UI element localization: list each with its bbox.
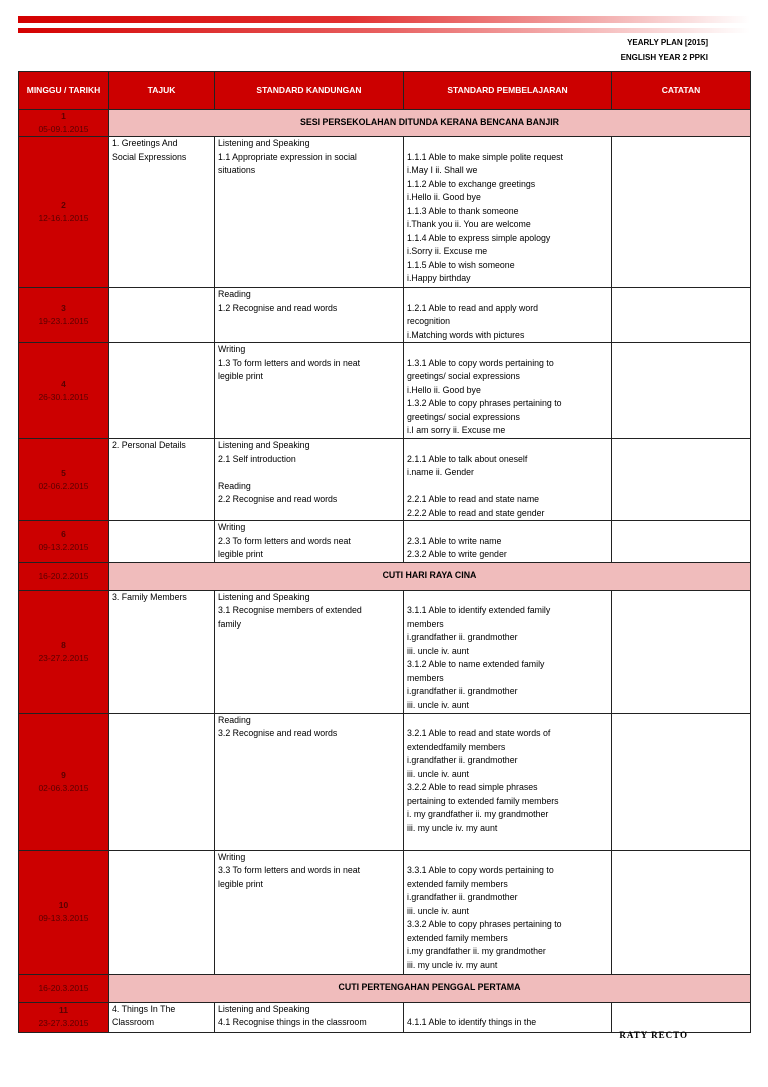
week-date: 23-27.2.2015 — [38, 652, 89, 663]
week-date: 19-23.1.2015 — [38, 316, 89, 326]
holiday-banner: CUTI HARI RAYA CINA — [109, 562, 751, 590]
pembelajaran-line: 2.3.2 Able to write gender — [407, 549, 507, 559]
kandungan-line: 3.3 To form letters and words in neat — [218, 865, 361, 875]
doc-subtitle: ENGLISH YEAR 2 PPKI — [620, 53, 708, 62]
week-date: 26-30.1.2015 — [38, 391, 89, 402]
pembelajaran-cell — [404, 1002, 612, 1032]
kandungan-line: Listening and Speaking — [218, 591, 310, 602]
week-number: 6 — [61, 529, 66, 540]
tajuk-cell — [109, 137, 215, 288]
week-number: 8 — [61, 639, 66, 650]
pembelajaran-line — [407, 288, 608, 302]
pembelajaran-line: 1.3.2 Able to copy phrases pertaining to — [407, 398, 562, 408]
catatan-cell — [612, 137, 751, 288]
pembelajaran-line: 2.2.2 Able to read and state gender — [407, 507, 545, 518]
pembelajaran-line: i.grandfather ii. grandmother — [407, 632, 518, 642]
pembelajaran-line: i.I am sorry ii. Excuse me — [407, 425, 506, 435]
pembelajaran-line — [407, 521, 608, 535]
week-number: 3 — [61, 303, 66, 313]
week-date: 09-13.2.2015 — [38, 542, 89, 553]
pembelajaran-cell — [404, 850, 612, 974]
table-row — [19, 137, 751, 288]
pembelajaran-line: iii. my uncle iv. my aunt — [407, 959, 498, 970]
holiday-banner: SESI PERSEKOLAHAN DITUNDA KERANA BENCANA BANJIR — [109, 110, 751, 137]
week-date: 12-16.1.2015 — [38, 213, 89, 223]
week-cell — [19, 713, 109, 850]
pembelajaran-line: pertaining to extended family members — [407, 795, 559, 806]
pembelajaran-line: iii. uncle iv. aunt — [407, 768, 469, 779]
week-cell — [19, 343, 109, 439]
pembelajaran-line: i.Happy birthday — [407, 273, 471, 283]
kandungan-line: Listening and Speaking — [218, 440, 310, 450]
pembelajaran-line: i.my grandfather ii. my grandmother — [407, 946, 546, 956]
week-date: 02-06.3.2015 — [38, 782, 89, 793]
table-row — [19, 974, 751, 1002]
week-cell — [19, 521, 109, 563]
kandungan-line: Writing — [218, 851, 246, 862]
kandungan-line: situations — [218, 165, 256, 175]
tajuk-cell — [109, 713, 215, 850]
pembelajaran-line: extendedfamily members — [407, 741, 506, 752]
pembelajaran-cell — [404, 713, 612, 850]
week-date: 02-06.2.2015 — [38, 480, 89, 491]
kandungan-line: 2.2 Recognise and read words — [218, 494, 338, 504]
table-row — [19, 562, 751, 590]
holiday-banner: CUTI PERTENGAHAN PENGGAL PERTAMA — [109, 974, 751, 1002]
pembelajaran-line: 1.1.5 Able to wish someone — [407, 259, 515, 270]
pembelajaran-line: iii. uncle iv. aunt — [407, 699, 469, 710]
pembelajaran-line: 2.1.1 Able to talk about oneself — [407, 453, 528, 464]
pembelajaran-line: 3.3.2 Able to copy phrases pertaining to — [407, 919, 562, 929]
kandungan-line: 3.2 Recognise and read words — [218, 728, 338, 738]
pembelajaran-line: 2.2.1 Able to read and state name — [407, 494, 540, 504]
tajuk-line: 2. Personal Details — [112, 440, 186, 450]
doc-title: YEARLY PLAN [2015] — [627, 38, 708, 47]
table-row — [19, 343, 751, 439]
pembelajaran-line: 3.2.2 Able to read simple phrases — [407, 782, 538, 792]
kandungan-line: 3.1 Recognise members of extended — [218, 605, 362, 615]
pembelajaran-line — [407, 343, 608, 357]
table-row — [19, 850, 751, 974]
pembelajaran-line — [407, 480, 608, 494]
col-header-minggu: MINGGU / TARIKH — [19, 72, 109, 110]
footer-author: RATY RECTO — [619, 1030, 688, 1040]
week-cell — [19, 974, 109, 1002]
kandungan-line: legible print — [218, 371, 263, 381]
kandungan-cell — [215, 713, 404, 850]
kandungan-line: 2.3 To form letters and words neat — [218, 535, 351, 546]
kandungan-cell — [215, 137, 404, 288]
pembelajaran-line: extended family members — [407, 932, 508, 943]
pembelajaran-line: 1.1.1 Able to make simple polite request — [407, 151, 563, 162]
pembelajaran-line: i.name ii. Gender — [407, 467, 474, 477]
week-date: 05-09.1.2015 — [38, 124, 89, 134]
week-date: 16-20.3.2015 — [38, 982, 89, 993]
pembelajaran-line: i.Thank you ii. You are welcome — [407, 219, 531, 229]
kandungan-line: family — [218, 618, 241, 629]
week-number: 11 — [59, 1005, 68, 1015]
yearly-plan-table — [18, 71, 751, 1033]
week-cell — [19, 110, 109, 137]
table-row — [19, 521, 751, 563]
pembelajaran-line: iii. uncle iv. aunt — [407, 905, 469, 916]
pembelajaran-line — [407, 591, 608, 605]
pembelajaran-line — [407, 1003, 608, 1017]
kandungan-line: Reading — [218, 480, 251, 491]
pembelajaran-line: 3.2.1 Able to read and state words of — [407, 728, 551, 738]
pembelajaran-line: iii. uncle iv. aunt — [407, 645, 469, 656]
pembelajaran-line: members — [407, 618, 444, 629]
pembelajaran-line: i.Sorry ii. Excuse me — [407, 246, 488, 256]
kandungan-cell — [215, 439, 404, 521]
header-red-bar-thin — [18, 28, 750, 33]
header-red-bar — [18, 16, 750, 23]
kandungan-line: legible print — [218, 549, 263, 559]
tajuk-cell — [109, 850, 215, 974]
kandungan-line: Reading — [218, 289, 251, 299]
catatan-cell — [612, 288, 751, 343]
kandungan-line: Reading — [218, 714, 251, 725]
week-cell — [19, 137, 109, 288]
week-number: 4 — [61, 378, 66, 389]
tajuk-line: 3. Family Members — [112, 591, 187, 602]
pembelajaran-cell — [404, 590, 612, 713]
table-row — [19, 590, 751, 713]
table-row — [19, 1002, 751, 1032]
week-number: 1 — [61, 111, 66, 121]
pembelajaran-line: i.grandfather ii. grandmother — [407, 686, 518, 696]
pembelajaran-line: 1.1.3 Able to thank someone — [407, 205, 519, 216]
tajuk-line: 4. Things In The — [112, 1003, 176, 1014]
kandungan-line: Writing — [218, 522, 246, 532]
tajuk-line: Social Expressions — [112, 151, 187, 162]
pembelajaran-line: 3.1.1 Able to identify extended family — [407, 605, 551, 615]
tajuk-cell — [109, 288, 215, 343]
pembelajaran-line: extended family members — [407, 878, 508, 889]
pembelajaran-line: i.grandfather ii. grandmother — [407, 892, 518, 902]
week-cell — [19, 439, 109, 521]
col-header-pembelajaran: STANDARD PEMBELAJARAN — [404, 72, 612, 110]
catatan-cell — [612, 439, 751, 521]
week-cell — [19, 288, 109, 343]
pembelajaran-line: i.Hello ii. Good bye — [407, 192, 481, 202]
kandungan-line: 2.1 Self introduction — [218, 453, 296, 464]
week-number: 5 — [61, 467, 66, 478]
pembelajaran-line: 1.2.1 Able to read and apply word — [407, 302, 539, 313]
table-row — [19, 288, 751, 343]
kandungan-cell — [215, 850, 404, 974]
kandungan-line: Writing — [218, 344, 246, 354]
pembelajaran-line: i.Matching words with pictures — [407, 329, 525, 340]
kandungan-line: 1.3 To form letters and words in neat — [218, 357, 361, 368]
pembelajaran-line: 1.1.2 Able to exchange greetings — [407, 178, 536, 189]
kandungan-line: legible print — [218, 878, 263, 889]
kandungan-line: Listening and Speaking — [218, 138, 310, 148]
pembelajaran-cell — [404, 521, 612, 563]
tajuk-line: Classroom — [112, 1017, 155, 1027]
tajuk-line: 1. Greetings And — [112, 138, 178, 148]
pembelajaran-line: 3.3.1 Able to copy words pertaining to — [407, 865, 554, 875]
tajuk-cell — [109, 1002, 215, 1032]
pembelajaran-line: greetings/ social expressions — [407, 411, 520, 422]
week-number: 2 — [61, 200, 66, 210]
tajuk-cell — [109, 439, 215, 521]
pembelajaran-line: recognition — [407, 316, 451, 326]
tajuk-cell — [109, 521, 215, 563]
kandungan-line: 4.1 Recognise things in the classroom — [218, 1017, 367, 1027]
tajuk-cell — [109, 343, 215, 439]
pembelajaran-line: i.May I ii. Shall we — [407, 165, 478, 175]
catatan-cell — [612, 521, 751, 563]
pembelajaran-line — [407, 137, 608, 151]
pembelajaran-line: greetings/ social expressions — [407, 371, 520, 381]
week-number: 9 — [61, 769, 66, 780]
catatan-cell — [612, 343, 751, 439]
pembelajaran-line — [407, 851, 608, 865]
pembelajaran-line — [407, 714, 608, 728]
pembelajaran-line: 3.1.2 Able to name extended family — [407, 659, 545, 669]
col-header-kandungan: STANDARD KANDUNGAN — [215, 72, 404, 110]
kandungan-line: Listening and Speaking — [218, 1003, 310, 1014]
catatan-cell — [612, 1002, 751, 1032]
tajuk-cell — [109, 590, 215, 713]
catatan-cell — [612, 590, 751, 713]
pembelajaran-line: 1.3.1 Able to copy words pertaining to — [407, 357, 554, 368]
pembelajaran-line — [407, 439, 608, 453]
pembelajaran-line: 4.1.1 Able to identify things in the — [407, 1017, 537, 1027]
kandungan-line — [218, 466, 400, 480]
col-header-catatan: CATATAN — [612, 72, 751, 110]
catatan-cell — [612, 713, 751, 850]
week-cell — [19, 590, 109, 713]
kandungan-cell — [215, 343, 404, 439]
kandungan-cell — [215, 1002, 404, 1032]
pembelajaran-cell — [404, 137, 612, 288]
table-row — [19, 439, 751, 521]
kandungan-cell — [215, 521, 404, 563]
week-cell — [19, 850, 109, 974]
week-number: 10 — [58, 900, 69, 910]
pembelajaran-line: i.grandfather ii. grandmother — [407, 755, 518, 765]
kandungan-line: 1.1 Appropriate expression in social — [218, 151, 357, 162]
pembelajaran-line: 1.1.4 Able to express simple apology — [407, 232, 551, 243]
pembelajaran-line: 2.3.1 Able to write name — [407, 535, 502, 546]
table-row — [19, 110, 751, 137]
week-date: 16-20.2.2015 — [38, 570, 89, 581]
pembelajaran-line: members — [407, 672, 444, 683]
pembelajaran-line: iii. my uncle iv. my aunt — [407, 822, 498, 833]
pembelajaran-line: i.Hello ii. Good bye — [407, 384, 481, 395]
pembelajaran-cell — [404, 288, 612, 343]
kandungan-line: 1.2 Recognise and read words — [218, 302, 338, 313]
catatan-cell — [612, 850, 751, 974]
week-cell — [19, 1002, 109, 1032]
pembelajaran-line: i. my grandfather ii. my grandmother — [407, 809, 549, 819]
kandungan-cell — [215, 590, 404, 713]
week-date: 09-13.3.2015 — [38, 913, 89, 923]
col-header-tajuk: TAJUK — [109, 72, 215, 110]
pembelajaran-cell — [404, 343, 612, 439]
pembelajaran-cell — [404, 439, 612, 521]
week-date: 23-27.3.2015 — [38, 1018, 89, 1028]
kandungan-cell — [215, 288, 404, 343]
week-cell — [19, 562, 109, 590]
table-row — [19, 713, 751, 850]
